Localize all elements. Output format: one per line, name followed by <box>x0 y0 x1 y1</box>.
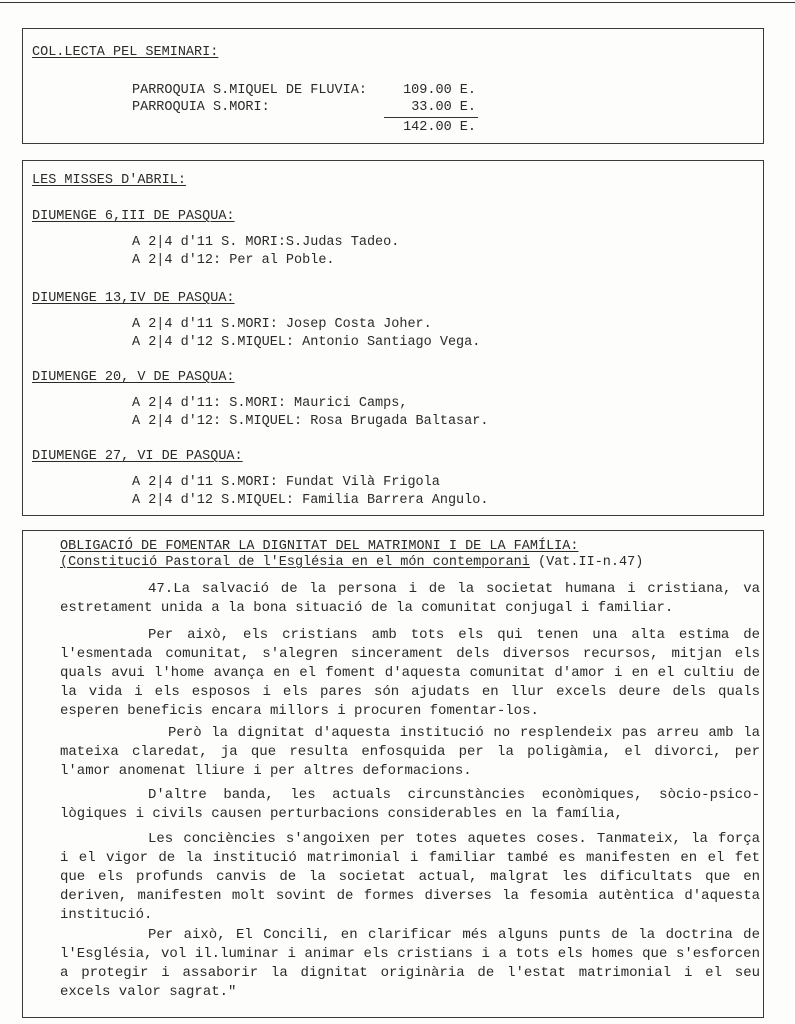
collecta-row2-amount: 33.00 E. <box>411 100 476 115</box>
page-top-edge <box>0 2 795 3</box>
paragraph-5: Les conciències s'angoixen per totes aquetes coses. Tanmateix, la força i el vigor de la institució matrimonial i familiar també es manifesten en el fet que els profunds canvis de la societat actual, malgrat les dificultats que en deriven, manifesten molt sovint de formes diverses la fesomia autèntica d'aquesta institució. <box>60 831 760 923</box>
sunday-1-line-1: A 2|4 d'11 S. MORI:S.Judas Tadeo. <box>132 235 400 250</box>
obligacio-source <box>60 554 643 571</box>
collecta-row2-label: PARROQUIA S.MORI: <box>132 100 270 115</box>
sunday-2-line-2: A 2|4 d'12 S.MIQUEL: Antonio Santiago Vega. <box>132 335 481 350</box>
obligacio-source-a: (Constitució Pastoral de l'Església en el món contemporani <box>60 555 530 570</box>
sunday-1-line-2: A 2|4 d'12: Per al Poble. <box>132 253 335 268</box>
sunday-4-line-2: A 2|4 d'12 S.MIQUEL: Familia Barrera Angulo. <box>132 493 489 508</box>
sunday-1-title: DIUMENGE 6,III DE PASQUA: <box>32 209 235 224</box>
paragraph-4: D'altre banda, les actuals circunstàncies econòmiques, sòcio-psico-lògiques i civils causen perturbacions considerables en la família, <box>60 787 760 822</box>
collecta-row1-amount: 109.00 E. <box>403 83 476 98</box>
paragraph-1: 47.La salvació de la persona i de la societat humana i cristiana, va estretament unida a la bona situació de la comunitat conjugal i familiar. <box>60 581 760 616</box>
collecta-total: 142.00 E. <box>403 120 476 135</box>
misses-heading: LES MISSES D'ABRIL: <box>32 173 186 188</box>
paragraph-2: Per això, els cristians amb tots els qui tenen una alta estima de l'esmentada comunitat, s'alegren sincerament dels diversos recursos, mitjan els quals avui l'home avança en el foment d'aquesta comunitat d'amor i en el cultiu de la vida i els esposos i els pares són ajudats en llur excels deure dels quals esperen beneficis encara millors i procuren fomentar-los. <box>60 627 760 719</box>
collecta-sum-line <box>384 117 478 118</box>
sunday-3-title: DIUMENGE 20, V DE PASQUA: <box>32 370 235 385</box>
collecta-heading: COL.LECTA PEL SEMINARI: <box>32 45 219 60</box>
sunday-4-line-1: A 2|4 d'11 S.MORI: Fundat Vilà Frigola <box>132 475 440 490</box>
sunday-2-title: DIUMENGE 13,IV DE PASQUA: <box>32 291 235 306</box>
sunday-3-line-1: A 2|4 d'11: S.MORI: Maurici Camps, <box>132 396 408 411</box>
sunday-2-line-1: A 2|4 d'11 S.MORI: Josep Costa Joher. <box>132 317 432 332</box>
obligacio-source-b: (Vat.II-n.47) <box>538 555 644 570</box>
obligacio-title: OBLIGACIÓ DE FOMENTAR LA DIGNITAT DEL MATRIMONI I DE LA FAMÍLIA: <box>60 539 579 554</box>
paragraph-3: Però la dignitat d'aquesta institució no resplendeix pas arreu amb la mateixa claredat, ja que resulta enfosquida per la poligàmia, el divorci, per l'amor anomenat lliure i per altres deformacions. <box>60 725 760 779</box>
collecta-row1-label: PARROQUIA S.MIQUEL DE FLUVIA: <box>132 83 367 98</box>
sunday-3-line-2: A 2|4 d'12: S.MIQUEL: Rosa Brugada Baltasar. <box>132 414 489 429</box>
paragraph-6: Per això, El Concili, en clarificar més alguns punts de la doctrina de l'Església, vol il.luminar i animar els cristians i a tots els homes que s'esforcen a protegir i assaborir la dignitat originària de l'estat matrimonial i el seu excels valor sagrat." <box>60 927 760 1000</box>
sunday-4-title: DIUMENGE 27, VI DE PASQUA: <box>32 449 243 464</box>
